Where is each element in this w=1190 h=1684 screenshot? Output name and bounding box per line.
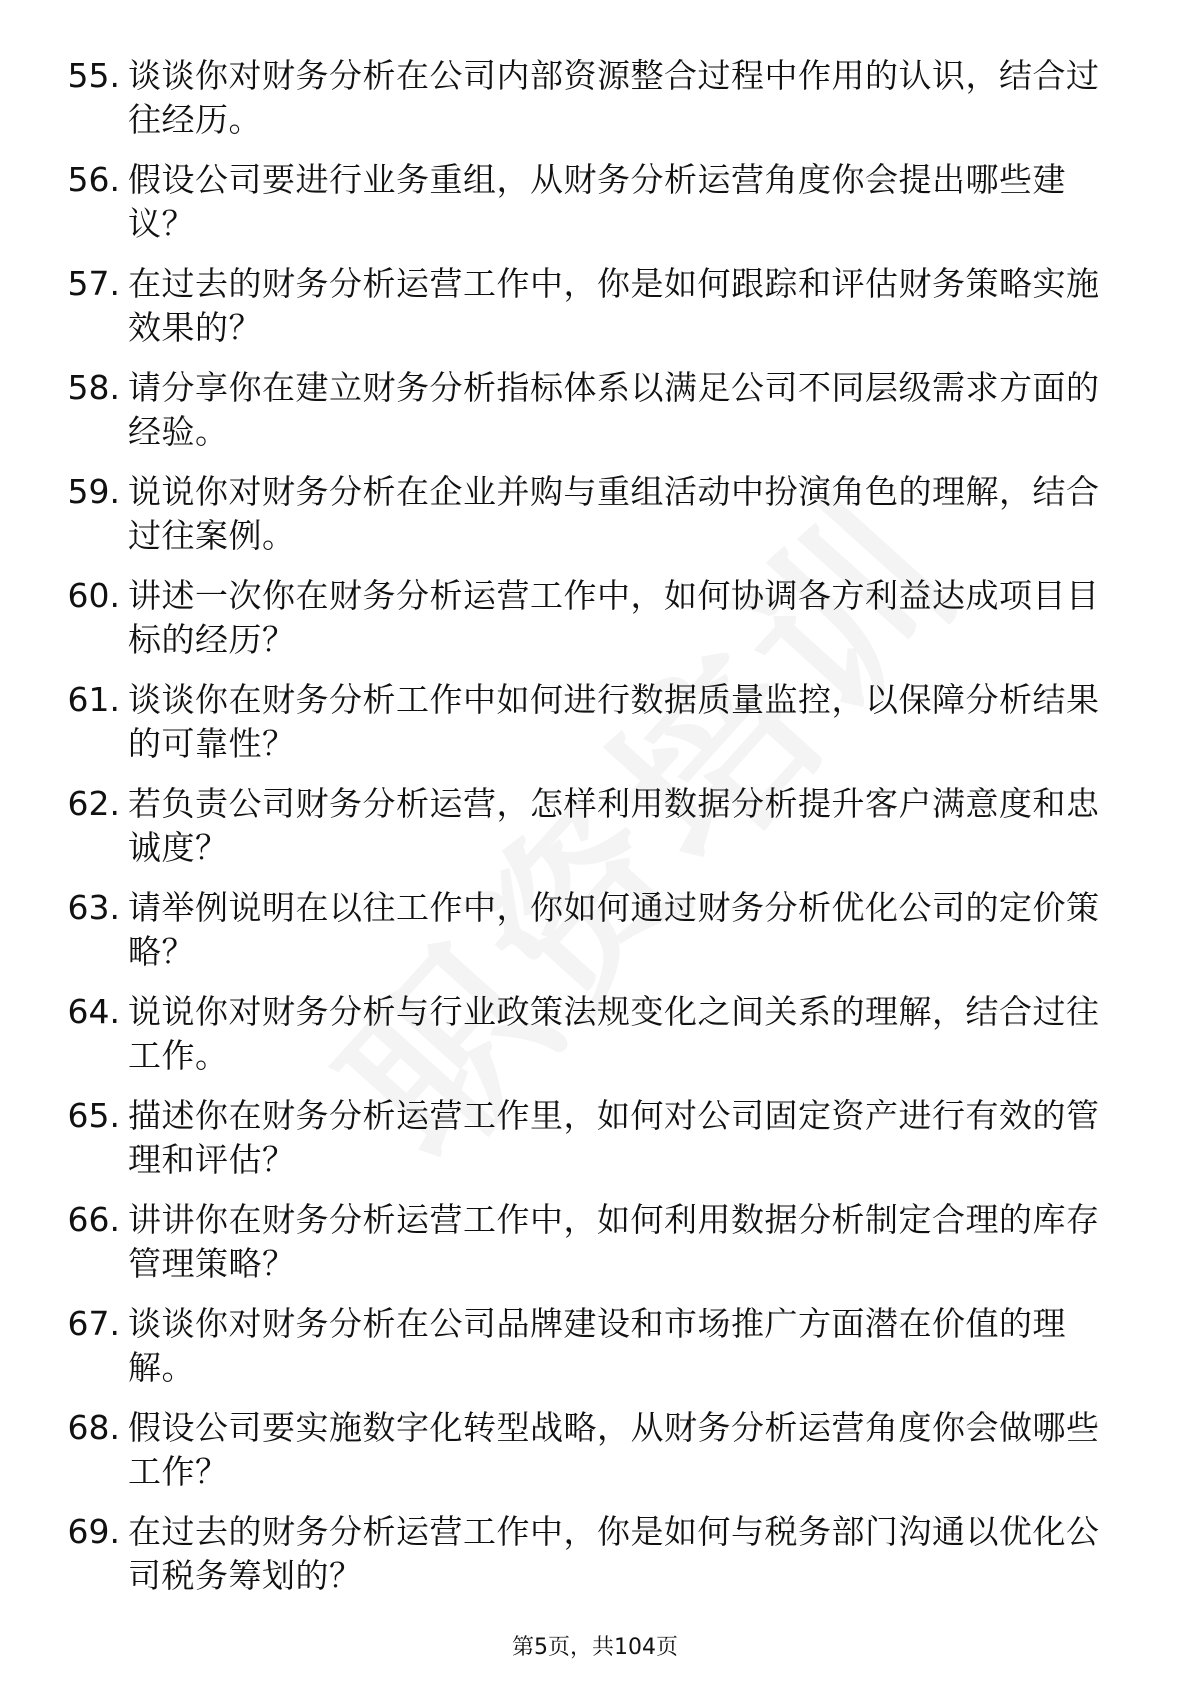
question-text: 谈谈你对财务分析在公司内部资源整合过程中作用的认识，结合过往经历。	[128, 56, 1100, 139]
question-item-67	[58, 1302, 1118, 1406]
question-item-64	[58, 990, 1118, 1094]
question-number: 56.	[67, 160, 120, 199]
question-number: 69.	[67, 1512, 120, 1551]
page-number-footer: 第5页，共104页	[512, 1635, 678, 1660]
question-text: 假设公司要实施数字化转型战略，从财务分析运营角度你会做哪些工作？	[128, 1408, 1100, 1491]
question-item-56	[58, 158, 1118, 262]
question-text: 讲述一次你在财务分析运营工作中，如何协调各方利益达成项目目标的经历？	[128, 576, 1100, 659]
question-number: 64.	[67, 992, 120, 1031]
question-text: 描述你在财务分析运营工作里，如何对公司固定资产进行有效的管理和评估？	[128, 1096, 1100, 1179]
question-item-65	[58, 1094, 1118, 1198]
question-text: 谈谈你对财务分析在公司品牌建设和市场推广方面潜在价值的理解。	[128, 1304, 1066, 1387]
question-number: 55.	[67, 56, 120, 95]
question-item-55	[58, 54, 1118, 158]
question-text: 在过去的财务分析运营工作中，你是如何跟踪和评估财务策略实施效果的？	[128, 264, 1100, 347]
question-item-57	[58, 262, 1118, 366]
question-number: 60.	[67, 576, 120, 615]
question-number: 63.	[67, 888, 120, 927]
question-text: 说说你对财务分析在企业并购与重组活动中扮演角色的理解，结合过往案例。	[128, 472, 1100, 555]
question-item-62	[58, 782, 1118, 886]
question-item-59	[58, 470, 1118, 574]
question-number: 68.	[67, 1408, 120, 1447]
question-text: 请分享你在建立财务分析指标体系以满足公司不同层级需求方面的经验。	[128, 368, 1100, 451]
question-text: 讲讲你在财务分析运营工作中，如何利用数据分析制定合理的库存管理策略？	[128, 1200, 1100, 1283]
question-item-63	[58, 886, 1118, 990]
question-item-58	[58, 366, 1118, 470]
question-number: 65.	[67, 1096, 120, 1135]
question-number: 61.	[67, 680, 120, 719]
question-text: 请举例说明在以往工作中，你如何通过财务分析优化公司的定价策略？	[128, 888, 1100, 971]
question-number: 67.	[67, 1304, 120, 1343]
question-number: 59.	[67, 472, 120, 511]
question-number: 57.	[67, 264, 120, 303]
question-item-69	[58, 1510, 1118, 1614]
question-item-60	[58, 574, 1118, 678]
question-text: 谈谈你在财务分析工作中如何进行数据质量监控，以保障分析结果的可靠性？	[128, 680, 1100, 763]
question-number: 62.	[67, 784, 120, 823]
question-list	[58, 54, 1118, 1614]
question-text: 若负责公司财务分析运营，怎样利用数据分析提升客户满意度和忠诚度？	[128, 784, 1100, 867]
question-item-66	[58, 1198, 1118, 1302]
question-number: 66.	[67, 1200, 120, 1239]
question-text: 在过去的财务分析运营工作中，你是如何与税务部门沟通以优化公司税务筹划的？	[128, 1512, 1100, 1595]
question-item-61	[58, 678, 1118, 782]
question-text: 说说你对财务分析与行业政策法规变化之间关系的理解，结合过往工作。	[128, 992, 1100, 1075]
question-number: 58.	[67, 368, 120, 407]
question-text: 假设公司要进行业务重组，从财务分析运营角度你会提出哪些建议？	[128, 160, 1066, 243]
question-item-68	[58, 1406, 1118, 1510]
